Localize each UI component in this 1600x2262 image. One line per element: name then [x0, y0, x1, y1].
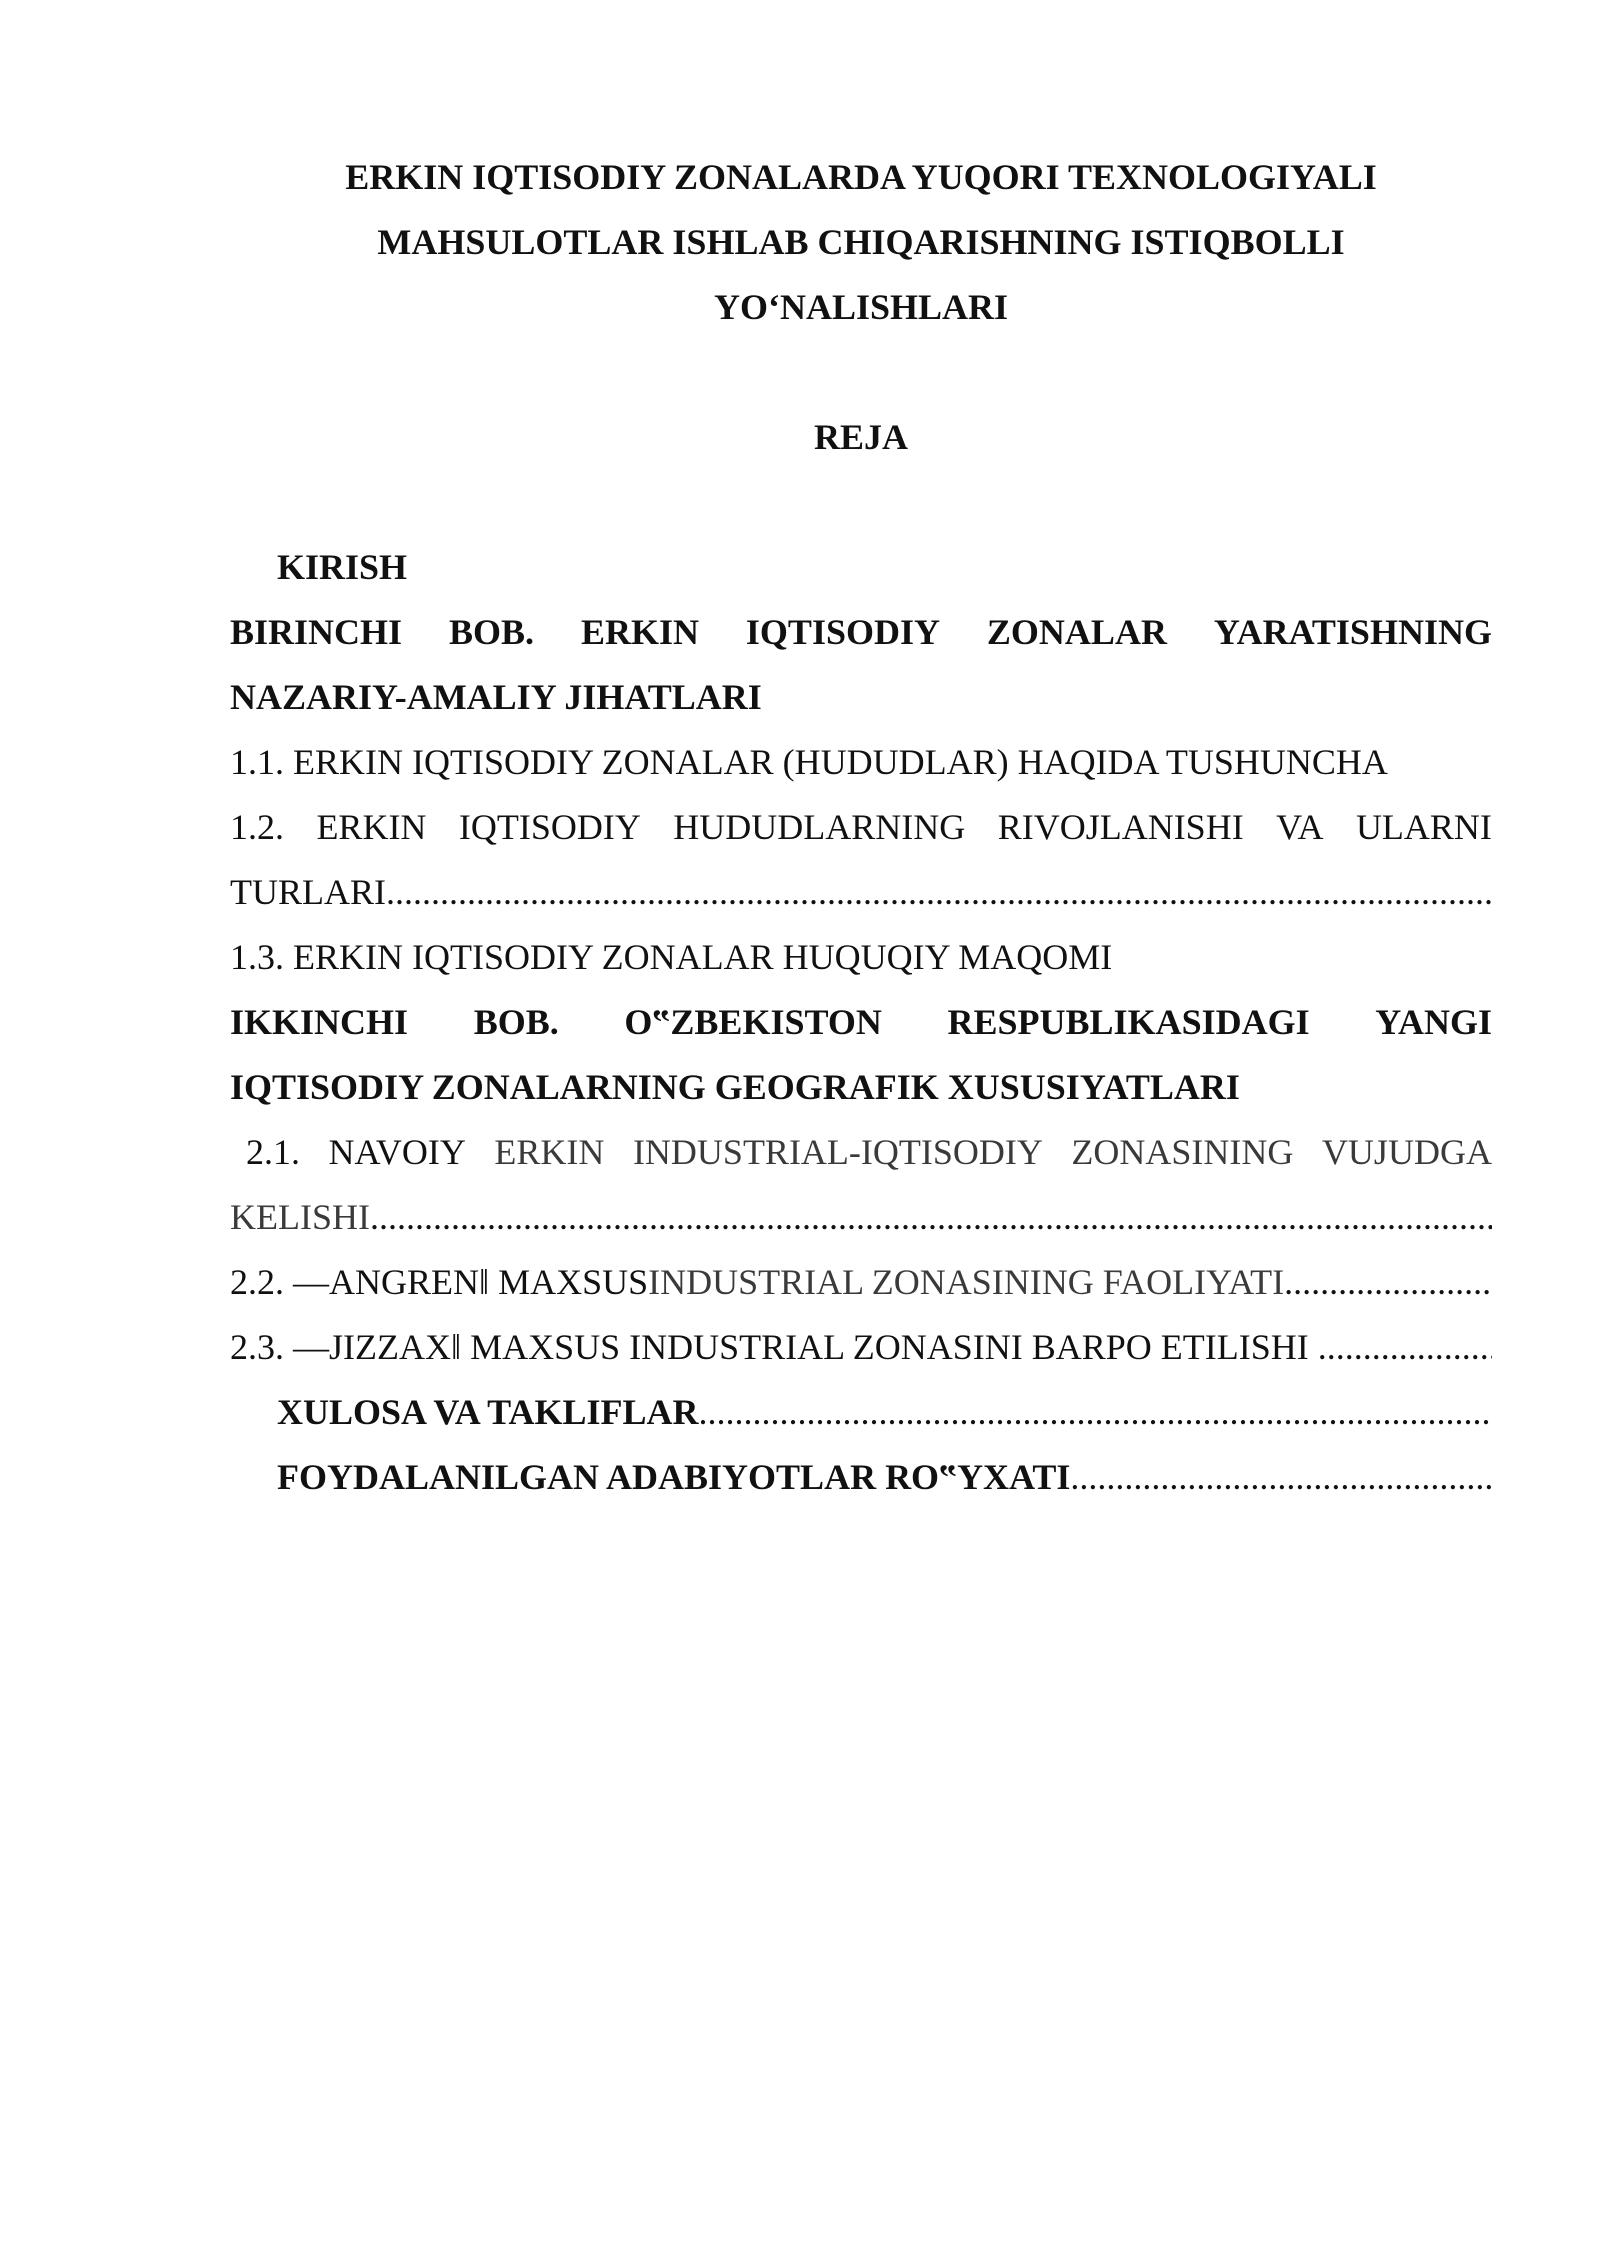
- toc-word: VUJUDGA: [1321, 1132, 1492, 1172]
- toc-word: NAVOIY: [328, 1132, 466, 1172]
- toc-section-1-2-line1: [230, 795, 1492, 860]
- toc-section-2-3: [230, 1315, 1492, 1380]
- table-of-contents: [230, 535, 1492, 1510]
- toc-word: BOB.: [473, 1002, 559, 1042]
- toc-chapter1-line1: [230, 600, 1492, 665]
- toc-word: IQTISODIY: [745, 612, 940, 652]
- toc-word: 2.1.: [246, 1132, 300, 1172]
- toc-word: ULARNI: [1355, 807, 1492, 847]
- toc-word: YANGI: [1375, 1002, 1492, 1042]
- toc-word: INDUSTRIAL-IQTISODIY: [632, 1132, 1043, 1172]
- toc-section-2-1-line1: [230, 1120, 1492, 1185]
- toc-word: RIVOJLANISHI: [997, 807, 1244, 847]
- toc-word: YARATISHNING: [1213, 612, 1492, 652]
- toc-entry-text: INDUSTRIAL ZONASINING FAOLIYATI: [648, 1262, 1285, 1302]
- title-line-3: YO‘NALISHLARI: [713, 287, 1009, 327]
- dot-leader: [386, 860, 1492, 925]
- toc-word: BOB.: [448, 612, 535, 652]
- toc-section-2-1-line2: [230, 1185, 1492, 1250]
- toc-word: ZONASINING: [1071, 1132, 1294, 1172]
- toc-intro: KIRISH: [277, 547, 408, 587]
- toc-entry-text: 2.3. ―JIZZAX‖ MAXSUS INDUSTRIAL ZONASINI BARPO ETILISHI: [230, 1327, 1309, 1367]
- toc-word: VA: [1276, 807, 1324, 847]
- toc-entry-text: XULOSA VA TAKLIFLAR: [277, 1392, 699, 1432]
- toc-section-1-1: 1.1. ERKIN IQTISODIY ZONALAR (HUDUDLAR) HAQIDA TUSHUNCHA: [230, 742, 1388, 782]
- toc-word: O‟ZBEKISTON: [624, 1002, 882, 1042]
- toc-conclusion: [230, 1380, 1492, 1445]
- toc-word: RESPUBLIKASIDAGI: [947, 1002, 1310, 1042]
- dot-leader: [1318, 1315, 1492, 1380]
- toc-entry-text: KELISHI: [230, 1197, 370, 1237]
- title-line-1: ERKIN IQTISODIY ZONALARDA YUQORI TEXNOLOGIYALI: [345, 157, 1377, 197]
- dot-leader: [370, 1185, 1492, 1250]
- toc-word: HUDUDLARNING: [673, 807, 966, 847]
- dot-leader: [1284, 1250, 1492, 1315]
- toc-chapter2-line2: IQTISODIY ZONALARNING GEOGRAFIK XUSUSIYATLARI: [230, 1067, 1240, 1107]
- toc-entry-text: FOYDALANILGAN ADABIYOTLAR RO‟YXATI: [277, 1457, 1071, 1497]
- toc-section-2-2: [230, 1250, 1492, 1315]
- toc-chapter2-line1: [230, 990, 1492, 1055]
- toc-references: [230, 1445, 1492, 1510]
- dot-leader: [1070, 1445, 1492, 1510]
- toc-entry-text: 2.2. ―ANGREN‖ MAXSUS: [230, 1262, 649, 1302]
- toc-word: 1.2.: [230, 807, 284, 847]
- plan-heading: REJA: [813, 417, 908, 457]
- toc-word: ERKIN: [494, 1132, 605, 1172]
- document-title: [230, 145, 1492, 340]
- toc-entry-text: TURLARI: [230, 872, 386, 912]
- toc-word: ZONALAR: [986, 612, 1167, 652]
- title-line-2: MAHSULOTLAR ISHLAB CHIQARISHNING ISTIQBOLLI: [377, 222, 1345, 262]
- toc-word: BIRINCHI: [230, 612, 403, 652]
- toc-word: IQTISODIY: [458, 807, 641, 847]
- toc-word: ERKIN: [580, 612, 699, 652]
- dot-leader: [698, 1380, 1492, 1445]
- toc-word: ERKIN: [316, 807, 427, 847]
- toc-chapter1-line2: NAZARIY-AMALIY JIHATLARI: [230, 677, 762, 717]
- toc-word: IKKINCHI: [230, 1002, 409, 1042]
- toc-section-1-3: 1.3. ERKIN IQTISODIY ZONALAR HUQUQIY MAQOMI: [230, 937, 1113, 977]
- toc-section-1-2-line2: [230, 860, 1492, 925]
